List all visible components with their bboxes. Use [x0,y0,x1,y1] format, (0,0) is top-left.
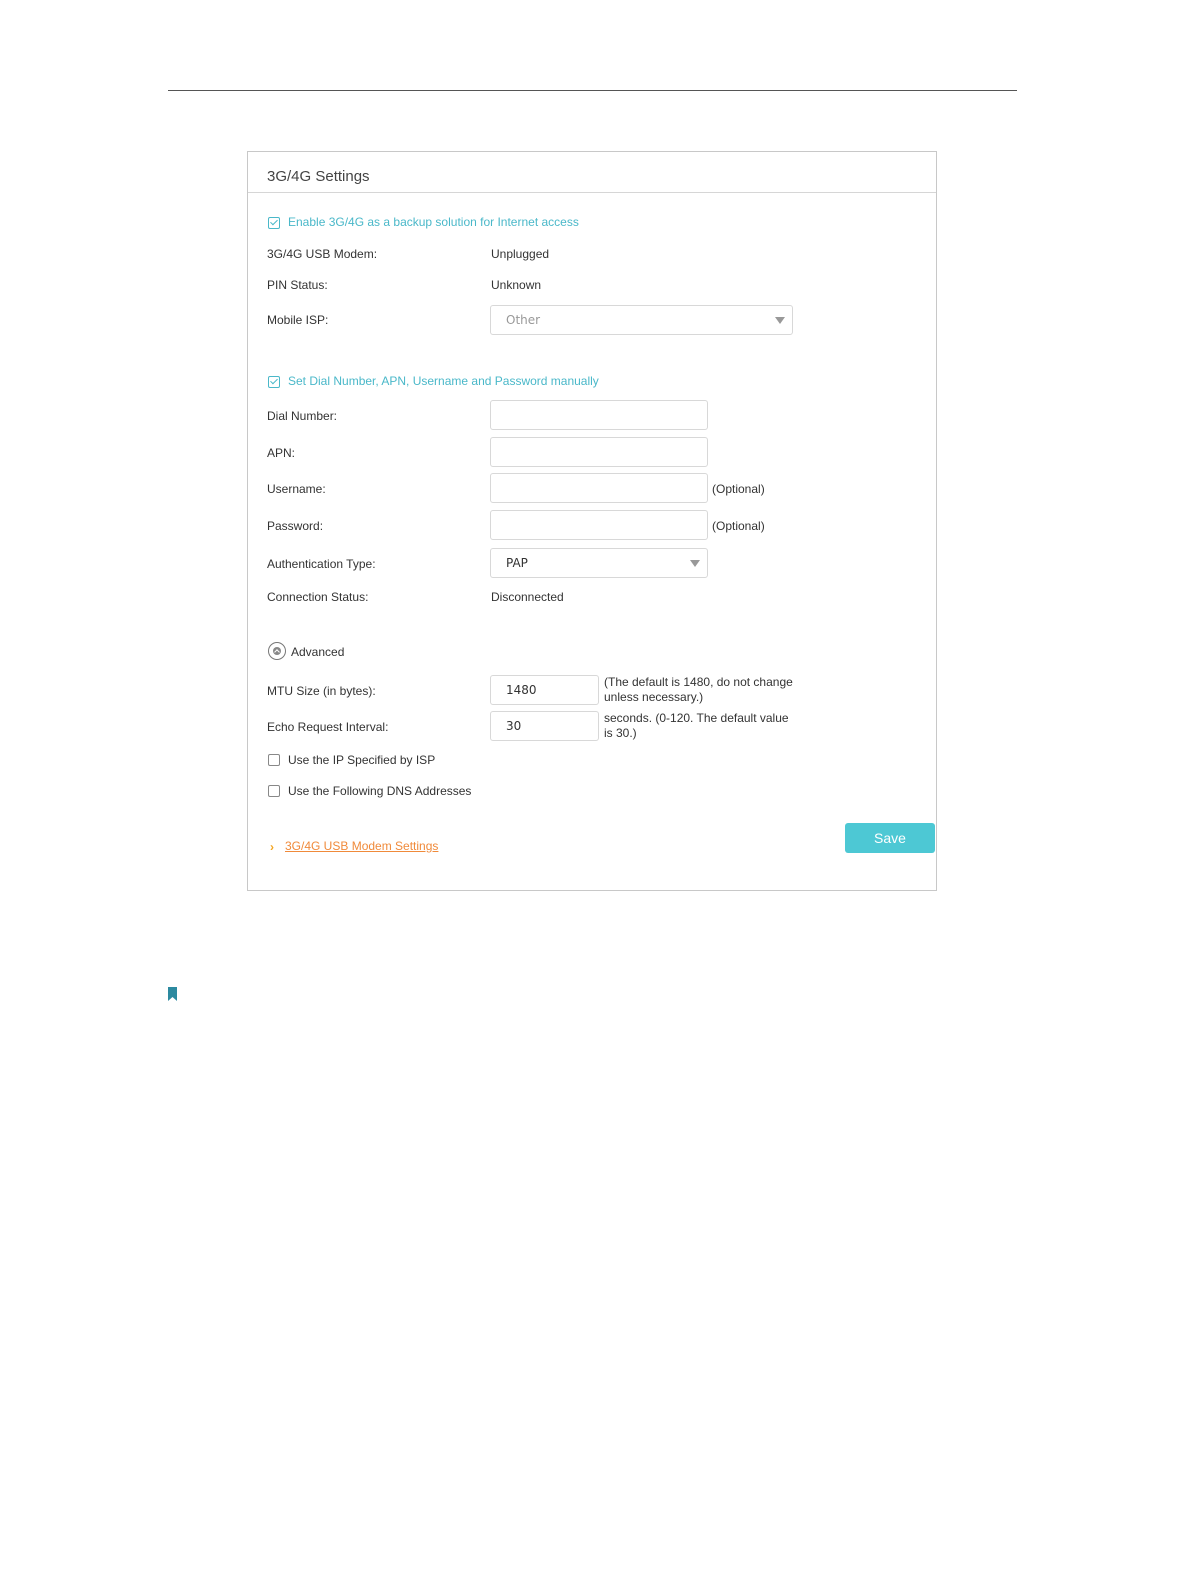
usb-modem-settings-link[interactable]: 3G/4G USB Modem Settings [285,839,439,853]
chevron-down-icon [690,560,700,567]
bookmark-icon [168,987,177,1001]
mtu-note-line-2: unless necessary.) [604,690,704,704]
use-dns-checkbox[interactable] [268,785,280,797]
apn-input[interactable] [490,437,708,467]
use-dns-label[interactable]: Use the Following DNS Addresses [288,784,472,798]
chevron-right-icon: › [270,840,274,854]
mobile-isp-selected: Other [506,313,541,327]
mtu-label: MTU Size (in bytes): [267,684,376,698]
modem-label: 3G/4G USB Modem: [267,247,378,261]
use-isp-ip-label[interactable]: Use the IP Specified by ISP [288,753,436,767]
mobile-isp-select[interactable] [490,305,793,335]
mtu-note-line-1: (The default is 1480, do not change [604,675,793,689]
title-divider [248,192,936,193]
use-isp-ip-checkbox[interactable] [268,754,280,766]
collapse-up-icon[interactable] [268,642,286,660]
chevron-down-icon [775,317,785,324]
echo-interval-input[interactable] [490,711,599,741]
apn-label: APN: [267,446,296,460]
auth-type-label: Authentication Type: [267,557,376,571]
username-label: Username: [267,482,326,496]
mtu-note [604,675,793,705]
advanced-toggle[interactable]: Advanced [291,645,345,659]
settings-panel [247,151,937,891]
mtu-input[interactable] [490,675,599,705]
pin-status-value: Unknown [491,278,542,292]
password-input[interactable] [490,510,708,540]
connection-status-label: Connection Status: [267,590,369,604]
manual-settings-label[interactable]: Set Dial Number, APN, Username and Password manually [288,374,599,388]
auth-type-select[interactable] [490,548,708,578]
dial-number-input[interactable] [490,400,708,430]
modem-value: Unplugged [491,247,550,261]
enable-backup-label[interactable]: Enable 3G/4G as a backup solution for Internet access [288,215,579,229]
manual-settings-checkbox[interactable] [268,376,280,388]
save-button[interactable]: Save [845,823,935,853]
echo-note-line-2: is 30.) [604,726,637,740]
echo-note-line-1: seconds. (0-120. The default value [604,711,789,725]
pin-status-label: PIN Status: [267,278,328,292]
username-optional-hint: (Optional) [712,482,765,496]
password-label: Password: [267,519,324,533]
connection-status-value: Disconnected [491,590,564,604]
panel-title: 3G/4G Settings [267,168,370,185]
page-top-rule [168,90,1017,91]
enable-backup-checkbox[interactable] [268,217,280,229]
echo-interval-note [604,711,789,741]
password-optional-hint: (Optional) [712,519,765,533]
dial-number-label: Dial Number: [267,409,338,423]
auth-type-selected: PAP [506,556,528,570]
username-input[interactable] [490,473,708,503]
mobile-isp-label: Mobile ISP: [267,313,329,327]
echo-interval-label: Echo Request Interval: [267,720,389,734]
